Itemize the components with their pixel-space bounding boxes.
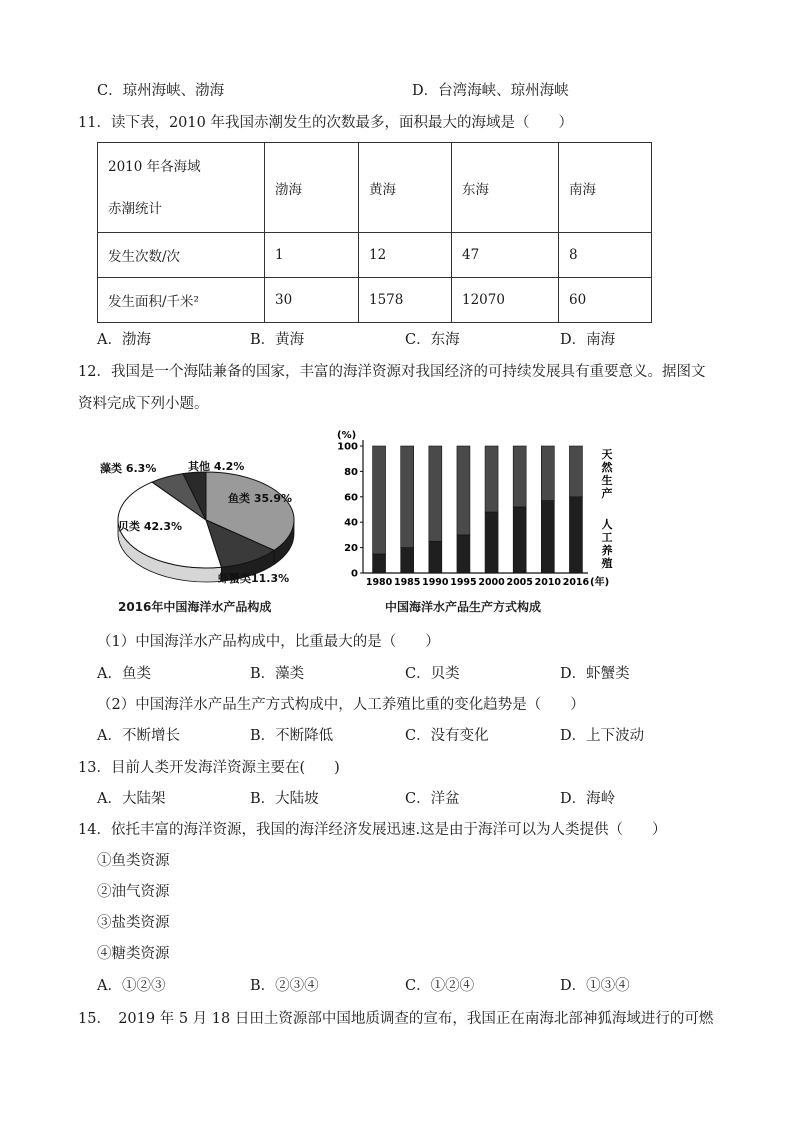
- bar-segment-natural: [569, 446, 582, 497]
- table-cell: 47: [452, 233, 559, 278]
- q14-stem: 14．依托丰富的海洋资源，我国的海洋经济发展迅速.这是由于海洋可以为人类提供（ ）: [78, 822, 667, 838]
- q12-sub1-stem: （1）中国海洋水产品构成中，比重最大的是（ ）: [97, 634, 440, 650]
- col-header: 黄海: [359, 143, 452, 233]
- y-tick-label: 40: [344, 517, 358, 529]
- bar-segment-natural: [513, 446, 526, 507]
- legend-artificial: 工: [601, 531, 613, 544]
- bar-segment-natural: [485, 446, 498, 512]
- q14-item-2: ②油气资源: [97, 884, 170, 900]
- pie-label: 藻类 6.3%: [100, 462, 157, 475]
- y-tick-label: 20: [344, 543, 358, 555]
- q12-sub2-option-d: D．上下波动: [560, 728, 645, 744]
- q10-option-d: D．台湾海峡、琼州海峡: [412, 83, 569, 99]
- bar-segment-artificial: [485, 512, 498, 573]
- bar-segment-natural: [457, 446, 470, 535]
- legend-artificial: 养: [601, 544, 613, 557]
- y-tick-label: 80: [344, 466, 358, 478]
- q12-sub1-option-b: B．藻类: [250, 666, 305, 682]
- q13-stem: 13．目前人类开发海洋资源主要在( ): [78, 760, 340, 776]
- legend-natural: 产: [601, 487, 613, 500]
- x-tick-label: 2005: [506, 577, 533, 588]
- y-tick-label: 60: [344, 492, 358, 504]
- q11-option-c: C．东海: [405, 332, 460, 348]
- col-header: 渤海: [265, 143, 359, 233]
- bar-chart: [335, 428, 620, 593]
- table-cell: 1: [265, 233, 359, 278]
- y-tick-label: 100: [337, 441, 358, 453]
- x-tick-label: 2016: [562, 577, 590, 588]
- pie-label: 贝类 42.3%: [118, 520, 182, 533]
- q12-sub2-stem: （2）中国海洋水产品生产方式构成中，人工养殖比重的变化趋势是（ ）: [97, 697, 585, 713]
- bar-segment-artificial: [457, 535, 470, 573]
- row-label: 发生次数/次: [98, 233, 265, 278]
- bar-segment-artificial: [569, 497, 582, 573]
- table-cell: 30: [265, 278, 359, 323]
- y-axis-unit: (%): [337, 430, 357, 441]
- q14-option-c: C．①②④: [405, 978, 475, 994]
- q14-option-b: B．②③④: [250, 978, 319, 994]
- q10-option-c: C．琼州海峡、渤海: [97, 83, 225, 99]
- x-tick-label: 1990: [422, 577, 449, 588]
- pie-label: 其他 4.2%: [188, 460, 245, 473]
- q14-item-4: ④糖类资源: [97, 946, 170, 962]
- table-cell: 60: [559, 278, 652, 323]
- legend-natural: 生: [601, 474, 613, 487]
- legend-artificial: 人: [601, 518, 613, 531]
- pie-label: 鱼类 35.9%: [228, 492, 292, 505]
- table-cell: 1578: [359, 278, 452, 323]
- table-cell: 12: [359, 233, 452, 278]
- red-tide-table: [97, 142, 652, 323]
- q11-option-d: D．南海: [560, 332, 616, 348]
- q12-sub1-option-c: C．贝类: [405, 666, 460, 682]
- y-tick-label: 0: [351, 568, 358, 580]
- bar-chart-title: 中国海洋水产品生产方式构成: [385, 600, 542, 614]
- bar-segment-artificial: [541, 501, 554, 573]
- x-tick-label: 1980: [365, 577, 393, 588]
- bar-segment-natural: [401, 446, 414, 548]
- table-cell: 12070: [452, 278, 559, 323]
- q14-option-a: A．①②③: [97, 978, 166, 994]
- q12-sub2-option-b: B．不断降低: [250, 728, 334, 744]
- pie-chart: [88, 450, 323, 595]
- q13-option-c: C．洋盆: [405, 791, 460, 807]
- table-row: [98, 278, 652, 323]
- q12-stem-line-1: 12．我国是一个海陆兼备的国家，丰富的海洋资源对我国经济的可持续发展具有重要意义。据图文: [78, 364, 706, 380]
- table-corner-cell: [98, 143, 265, 233]
- table-row: [98, 233, 652, 278]
- q13-option-b: B．大陆坡: [250, 791, 319, 807]
- q11-stem: 11．读下表，2010 年我国赤潮发生的次数最多，面积最大的海域是（ ）: [78, 115, 573, 131]
- x-tick-label: 2000: [478, 577, 505, 588]
- table-cell: 8: [559, 233, 652, 278]
- q14-item-3: ③盐类资源: [97, 915, 170, 931]
- row-label: 发生面积/千米²: [98, 278, 265, 323]
- corner-line-1: 2010 年各海域: [108, 158, 201, 175]
- bar-segment-artificial: [401, 548, 414, 573]
- q13-option-d: D．海岭: [560, 791, 616, 807]
- pie-chart-title: 2016年中国海洋水产品构成: [118, 600, 272, 614]
- q12-sub1-option-d: D．虾蟹类: [560, 666, 630, 682]
- q12-stem-line-2: 资料完成下列小题。: [78, 396, 209, 412]
- x-axis-unit: (年): [590, 577, 610, 588]
- q11-option-b: B．黄海: [250, 332, 305, 348]
- col-header: 东海: [452, 143, 559, 233]
- q12-sub1-option-a: A．鱼类: [97, 666, 151, 682]
- bar-segment-artificial: [513, 507, 526, 573]
- q13-option-a: A．大陆架: [97, 791, 166, 807]
- x-tick-label: 1995: [450, 577, 477, 588]
- bar-segment-natural: [429, 446, 442, 541]
- bar-segment-artificial: [429, 541, 442, 573]
- bar-segment-natural: [373, 446, 386, 554]
- q14-item-1: ①鱼类资源: [97, 853, 170, 869]
- q12-sub2-option-c: C．没有变化: [405, 728, 489, 744]
- q11-option-a: A．渤海: [97, 332, 151, 348]
- q15-stem: 15． 2019 年 5 月 18 日田土资源部中国地质调查的宣布，我国正在南海北部神狐海域进行的可燃: [78, 1011, 714, 1027]
- legend-artificial: 殖: [601, 557, 613, 570]
- corner-line-2: 赤潮统计: [108, 200, 162, 217]
- pie-label: 虾蟹类11.3%: [218, 572, 290, 585]
- q14-option-d: D．①③④: [560, 978, 630, 994]
- table-header-row: [98, 143, 652, 233]
- bar-segment-artificial: [373, 554, 386, 573]
- x-tick-label: 2010: [534, 577, 562, 588]
- q12-sub2-option-a: A．不断增长: [97, 728, 180, 744]
- legend-natural: 然: [601, 461, 613, 474]
- bar-segment-natural: [541, 446, 554, 501]
- x-tick-label: 1985: [393, 577, 421, 588]
- legend-natural: 天: [601, 448, 613, 461]
- col-header: 南海: [559, 143, 652, 233]
